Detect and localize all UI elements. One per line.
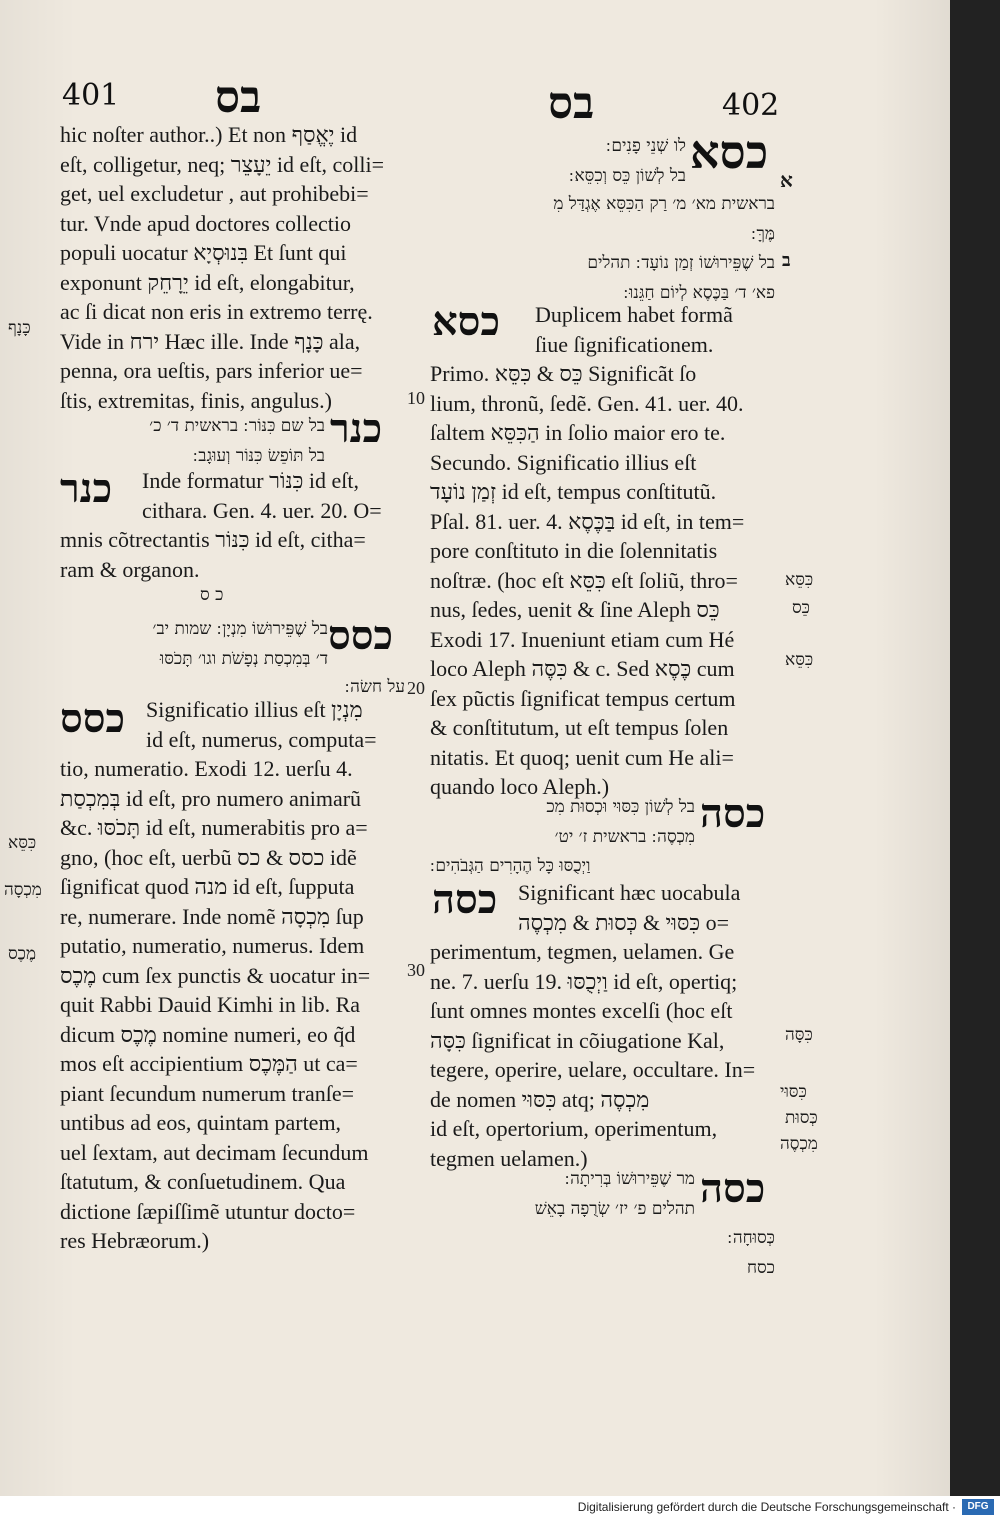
text-line: eſt, colligetur, neq; יֵעָצֵר id eſt, colli= xyxy=(60,151,384,177)
text-line: cithara. Gen. 4. uer. 20. O= xyxy=(142,497,382,523)
text-line: piant ſecundum numerum tranſe= xyxy=(60,1080,355,1106)
right-running-head: בס xyxy=(548,78,595,129)
hebrew-line: כְּסוּחָה ׃ xyxy=(727,1228,775,1248)
margin-note: כְּסוּת xyxy=(785,1108,818,1128)
hebrew-line: מר שֶׁפֵּירוּשׁוֹ בְּרִיתָה ׃ xyxy=(564,1169,695,1189)
text-line: Significatio illius eſt מִנְיָן xyxy=(146,697,363,722)
lemma-kisse-latin xyxy=(430,359,775,802)
text-line: mnis cõtrectantis כִּנּוֹר id eſt, citha= xyxy=(60,527,366,552)
hebrew-line: מִכְסֶה ׃ בראשית ז׳ יט׳ xyxy=(554,826,695,847)
lemma-kinnor-latin-head xyxy=(142,466,404,525)
text-line: gno, (hoc eſt, uerbũ כסס & כס idẽ xyxy=(60,844,357,870)
lemma-headword: כסא xyxy=(432,298,500,345)
hebrew-line: ד׳ בְּמִכְסַת נְפָשֹׁת וגו׳ תָּכֹסּוּ xyxy=(159,648,328,669)
text-line: hic noſter author..) Et non יֶאֱסַף id xyxy=(60,122,358,147)
text-line: untibus ad eos, quintam partem, xyxy=(60,1110,342,1135)
text-line: pore conſtituto in die ſolennitatis xyxy=(430,538,718,563)
text-line: &c. תָּכֹסּוּ id eſt, numerabitis pro a= xyxy=(60,815,368,840)
hebrew-line: על חשׂה ׃ xyxy=(344,677,405,697)
text-line: get, uel excludetur , aut prohibebi= xyxy=(60,181,369,206)
text-line: ſaltem הַכִּסֵּא in ſolio maior ero te. xyxy=(430,420,726,445)
lemma-kasah-latin xyxy=(430,937,775,1173)
hebrew-line: מֶּךָּ ׃ xyxy=(751,223,775,244)
entry-marker-a: א xyxy=(780,168,793,192)
right-top-hebrew-2 xyxy=(430,190,775,308)
lemma-kisses-hebrew xyxy=(60,615,328,674)
lemma-headword: כסה xyxy=(700,790,766,837)
line-number: 30 xyxy=(407,960,425,980)
lemma-kasah-latin-head xyxy=(518,878,776,937)
small-lemma: כ ס xyxy=(200,585,224,605)
lemma-kisse-latin-head xyxy=(535,300,775,359)
text-line: tur. Vnde apud doctores collectio xyxy=(60,210,352,236)
text-line: ram & organon. xyxy=(60,556,200,582)
text-line: penna, ora ueſtis, pars inferior ue= xyxy=(60,358,363,383)
text-line: כִּסּוּי & כְּסוּת & מִכְסֶה o= xyxy=(518,909,730,935)
text-line: id eſt, opertorium, operimentum, xyxy=(430,1116,718,1141)
hebrew-line: לו שְׁנֵי פָנִים ׃ xyxy=(605,136,686,156)
text-line: Significant hæc uocabula xyxy=(518,880,741,905)
lemma-headword: כסא xyxy=(690,125,769,179)
margin-note: כִּסֵּא xyxy=(785,650,814,670)
margin-note: כִּסּוּי xyxy=(780,1082,807,1102)
lemma-kisses-latin xyxy=(60,754,405,1256)
margin-note: מֶכֶס xyxy=(8,944,37,964)
hebrew-line: בראשית מא׳ מ׳ רַק הַכִּסֵּא אֶגְדַּל מִ xyxy=(553,194,775,214)
hebrew-line: בל לְשׁוֹן כִּסּוּי וּכְסוּת מִכ xyxy=(546,797,695,817)
text-line: Primo. כֵּס & כִּסֵּא Significãt ſo xyxy=(430,361,697,386)
left-running-head: בס xyxy=(215,72,262,123)
text-line: Inde formatur כִּנּוֹר id eſt, xyxy=(142,468,360,493)
margin-note: כִּסֵּא xyxy=(785,570,814,590)
text-line: quando loco Aleph.) xyxy=(430,774,610,799)
text-line: de nomen כִּסּוּי atq; מִכְסֶה xyxy=(430,1086,650,1112)
line-number: 20 xyxy=(407,678,425,698)
text-line: exponunt יֵרָחֵק id eſt, elongabitur, xyxy=(60,269,355,295)
lemma-kese-hebrew-end xyxy=(430,1224,775,1283)
text-line: Vide in ירח Hæc ille. Inde כָּנָף ala, xyxy=(60,328,361,354)
text-line: ſtatutum, & conſuetudinem. Qua xyxy=(60,1169,346,1194)
lemma-kinnor-latin xyxy=(60,525,405,584)
hebrew-line: בל שם כִּנּוֹר ׃ בראשית ד׳ כ׳ xyxy=(149,416,325,436)
text-line: ne. 7. uerſu 19. וַיְכֻסּוּ id eſt, opertiq; xyxy=(430,968,738,994)
margin-note: כֵּס xyxy=(792,598,810,618)
hebrew-line: פא׳ ד׳ בַּכֶּסֶא לְיוֹם חַגֵּנוּ ׃ xyxy=(623,282,775,303)
hebrew-line: כסח xyxy=(746,1257,775,1278)
text-line: ſtis, extremitas, finis, angulus.) xyxy=(60,387,332,413)
text-line: מֶכֶס cum ſex punctis & uocatur in= xyxy=(60,962,371,988)
lemma-headword: כסס xyxy=(328,612,394,659)
page-edge-shadow xyxy=(950,0,1000,1496)
footer-bar xyxy=(0,1496,1000,1519)
hebrew-line: בל שֶׁפֵּירוּשׁוֹ זְמַן נוֹעָד ׃ תהלים xyxy=(587,253,775,273)
text-line: nus, ſedes, uenit & ſine Aleph כֵּס xyxy=(430,597,720,622)
hebrew-line: וַיְכֻסּוּ כָּל הֶהָרִים הַגְּבֹהִים ׃ xyxy=(430,856,591,876)
lemma-headword: כסס xyxy=(60,695,126,742)
text-line: loco Aleph כִּסֶּה & c. Sed כֶּסֶא cum xyxy=(430,656,735,681)
margin-note: כִּסָּה xyxy=(785,1025,813,1045)
margin-note: כִּסֵּא xyxy=(8,833,37,853)
lemma-kese-hebrew xyxy=(430,1165,695,1224)
text-line: noſtræ. (hoc eſt כִּסֵּא eſt ſoliũ, thro= xyxy=(430,567,738,593)
lemma-headword: כסה xyxy=(700,1165,766,1212)
text-line: putatio, numeratio, numerus. Idem xyxy=(60,933,365,958)
left-column-intro xyxy=(60,120,405,415)
margin-note: כָּנָף xyxy=(8,318,31,338)
text-line: זְמַן נוֹעָד id eſt, tempus conſtitutũ. xyxy=(430,479,717,504)
right-top-hebrew-1 xyxy=(430,132,686,191)
text-line: ac ſi dicat non eris in extremo terrę. xyxy=(60,299,373,324)
text-line: populi uocatur בִּנוּסְיָא Et ſunt qui xyxy=(60,240,347,265)
hebrew-line: בל לְשׁוֹן כֵּס וְכִסֵּא ׃ xyxy=(569,165,686,186)
text-line: perimentum, tegmen, uelamen. Ge xyxy=(430,939,735,964)
left-page-number: 401 xyxy=(62,78,120,113)
text-line: בְּמִכְסַת id eſt, pro numero animarũ xyxy=(60,785,362,811)
text-line: dicum מֶכֶס nomine numeri, eo q̃d xyxy=(60,1021,356,1047)
text-line: Pſal. 81. uer. 4. בַּכֶּסֶא id eſt, in tem= xyxy=(430,508,745,534)
line-number: 10 xyxy=(407,388,425,408)
hebrew-line: תהלים פ׳ יז׳ שְׂרֻפָה בָאֵשׁ xyxy=(534,1198,695,1219)
text-line: re, numerare. Inde nomẽ מִכְסָה ſup xyxy=(60,903,364,929)
text-line: quit Rabbi Dauid Kimhi in lib. Ra xyxy=(60,992,361,1017)
lemma-headword: כנר xyxy=(60,465,113,512)
text-line: Exodi 17. Inueniunt etiam cum Hé xyxy=(430,626,735,652)
margin-note: מִכְסֶה xyxy=(780,1134,818,1154)
lemma-kasah-hebrew xyxy=(430,793,695,852)
right-page-number: 402 xyxy=(722,88,780,123)
text-line: id eſt, numerus, computa= xyxy=(146,726,377,752)
text-line: & conſtitutum, ut eſt tempus ſolen xyxy=(430,715,729,740)
entry-marker-b: ב xyxy=(782,250,791,271)
text-line: dictione ſæpiſſimẽ utuntur docto= xyxy=(60,1198,356,1224)
lemma-kisses-latin-head xyxy=(146,695,404,754)
text-line: Secundo. Significatio illius eſt xyxy=(430,449,697,475)
text-line: mos eſt accipientium הַמֶּכֶס ut ca= xyxy=(60,1051,358,1076)
text-line: lium, thronũ, ſedẽ. Gen. 41. uer. 40. xyxy=(430,390,744,416)
footer-credit: Digitalisierung gefördert durch die Deutsche Forschungsgemeinschaft · xyxy=(577,1500,956,1514)
text-line: ſignificat quod מנה id eſt, ſupputa xyxy=(60,874,355,899)
text-line: nitatis. Et quoq; uenit cum He ali= xyxy=(430,744,734,770)
lemma-kinnor-hebrew xyxy=(60,412,325,471)
hebrew-line: בל תּוֹפֵשׂ כִּנּוֹר וְעוּגָב ׃ xyxy=(192,445,325,466)
lemma-headword: כנר xyxy=(330,405,383,452)
text-line: uel ſextam, aut decimam ſecundum xyxy=(60,1139,369,1165)
dfg-logo-icon: DFG xyxy=(962,1499,994,1515)
text-line: tegere, operire, uelare, occultare. In= xyxy=(430,1057,756,1082)
text-line: כִּסָּה ſignificat in cõiugatione Kal, xyxy=(430,1027,725,1053)
text-line: ſunt omnes montes excelſi (hoc eſt xyxy=(430,998,733,1023)
text-line: tio, numeratio. Exodi 12. uerſu 4. xyxy=(60,756,353,781)
text-line: Duplicem habet formã xyxy=(535,302,733,327)
margin-note: מִכְסָה xyxy=(4,880,42,900)
lemma-headword: כסה xyxy=(432,876,498,923)
text-line: ſex pũctis ſignificat tempus certum xyxy=(430,685,736,711)
hebrew-line: בל שֶׁפֵּירוּשׁוֹ מִנְיָן ׃ שמות יב׳ xyxy=(152,619,328,639)
text-line: res Hebræorum.) xyxy=(60,1228,210,1253)
text-line: tegmen uelamen.) xyxy=(430,1145,588,1171)
text-line: ſiue ſignificationem. xyxy=(535,331,714,357)
